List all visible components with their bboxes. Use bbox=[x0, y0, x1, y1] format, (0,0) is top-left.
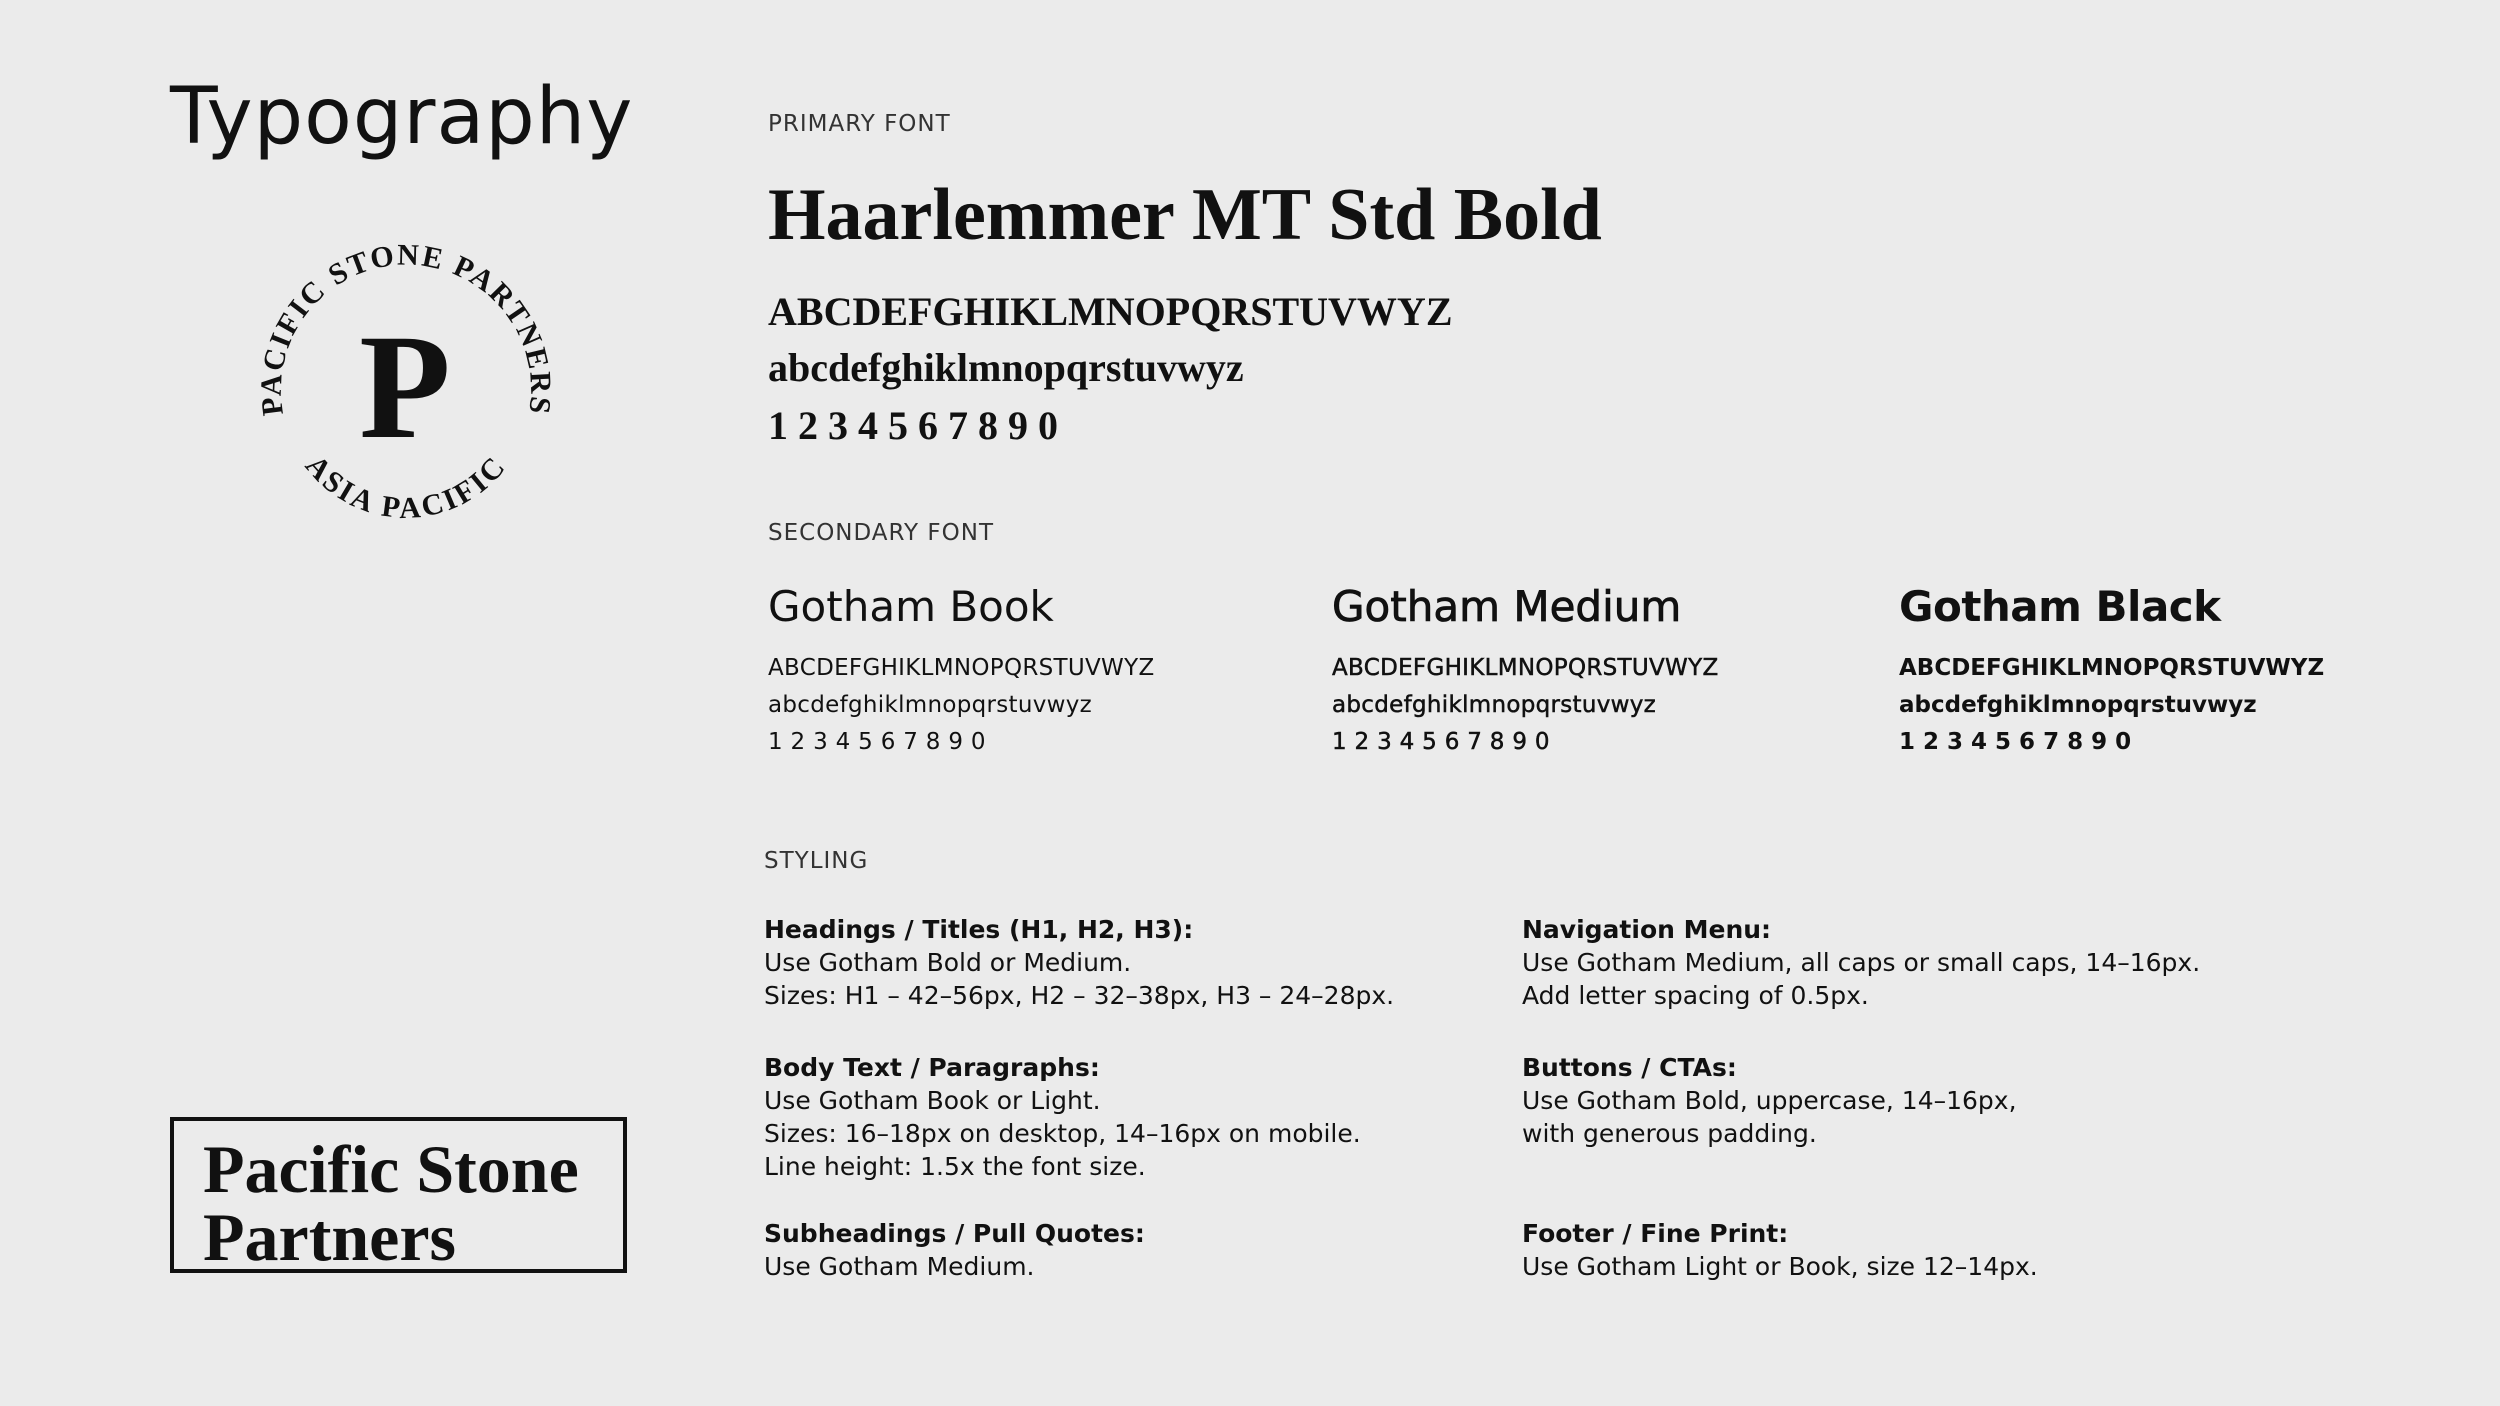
rule-heading: Body Text / Paragraphs: bbox=[764, 1053, 1100, 1082]
rule-heading: Footer / Fine Print: bbox=[1522, 1219, 1789, 1248]
lowercase-sample: abcdefghiklmnopqrstuvwyz bbox=[1332, 692, 1657, 718]
page-title: Typography bbox=[170, 72, 634, 162]
rule-line: Sizes: H1 – 42–56px, H2 – 32–38px, H3 – 24–28px. bbox=[764, 981, 1395, 1010]
rule-line: Use Gotham Bold or Medium. bbox=[764, 948, 1132, 977]
font-name: Gotham Medium bbox=[1332, 582, 1682, 631]
style-rule-body-text bbox=[764, 1051, 1464, 1183]
primary-uppercase-sample: ABCDEFGHIKLMNOPQRSTUVWYZ bbox=[768, 289, 1453, 334]
style-rule-footer bbox=[1522, 1217, 2222, 1283]
rule-heading: Subheadings / Pull Quotes: bbox=[764, 1219, 1145, 1248]
style-rule-buttons bbox=[1522, 1051, 2222, 1150]
secondary-font-label: SECONDARY FONT bbox=[768, 520, 994, 546]
lowercase-sample: abcdefghiklmnopqrstuvwyz bbox=[768, 692, 1093, 718]
wordmark-logo bbox=[170, 1117, 627, 1273]
numbers-sample: 1 2 3 4 5 6 7 8 9 0 bbox=[1332, 729, 1550, 755]
wordmark-line-1: Pacific Stone bbox=[203, 1131, 579, 1207]
rule-heading: Buttons / CTAs: bbox=[1522, 1053, 1737, 1082]
rule-line: Sizes: 16–18px on desktop, 14–16px on mobile. bbox=[764, 1119, 1361, 1148]
rule-line: Use Gotham Book or Light. bbox=[764, 1086, 1101, 1115]
primary-font-label: PRIMARY FONT bbox=[768, 111, 951, 137]
uppercase-sample: ABCDEFGHIKLMNOPQRSTUVWYZ bbox=[1332, 655, 1719, 681]
rule-line: Use Gotham Medium. bbox=[764, 1252, 1035, 1281]
style-rule-navigation bbox=[1522, 913, 2222, 1012]
style-rule-subheadings bbox=[764, 1217, 1464, 1283]
lowercase-sample: abcdefghiklmnopqrstuvwyz bbox=[1899, 692, 2257, 718]
rule-line: with generous padding. bbox=[1522, 1119, 1817, 1148]
rule-line: Line height: 1.5x the font size. bbox=[764, 1152, 1146, 1181]
style-rule-headings bbox=[764, 913, 1464, 1012]
gotham-black-specimen bbox=[1899, 582, 2325, 761]
wordmark-line-2: Partners bbox=[203, 1199, 457, 1275]
numbers-sample: 1 2 3 4 5 6 7 8 9 0 bbox=[768, 729, 986, 755]
seal-letter: P bbox=[359, 304, 451, 470]
rule-line: Use Gotham Light or Book, size 12–14px. bbox=[1522, 1252, 2038, 1281]
primary-numbers-sample: 1 2 3 4 5 6 7 8 9 0 bbox=[768, 403, 1058, 448]
rule-line: Use Gotham Bold, uppercase, 14–16px, bbox=[1522, 1086, 2017, 1115]
font-name: Gotham Black bbox=[1899, 582, 2221, 631]
rule-heading: Navigation Menu: bbox=[1522, 915, 1772, 944]
seal-top-text: PACIFIC STONE PARTNERS bbox=[254, 238, 558, 418]
seal-bottom-text: ASIA PACIFIC bbox=[298, 448, 514, 526]
gotham-medium-specimen bbox=[1332, 582, 1719, 761]
rule-heading: Headings / Titles (H1, H2, H3): bbox=[764, 915, 1194, 944]
font-name: Gotham Book bbox=[768, 582, 1054, 631]
brand-seal-logo bbox=[250, 232, 560, 542]
primary-lowercase-sample: abcdefghiklmnopqrstuvwyz bbox=[768, 345, 1244, 390]
gotham-book-specimen bbox=[768, 582, 1155, 761]
numbers-sample: 1 2 3 4 5 6 7 8 9 0 bbox=[1899, 729, 2132, 755]
rule-line: Add letter spacing of 0.5px. bbox=[1522, 981, 1869, 1010]
uppercase-sample: ABCDEFGHIKLMNOPQRSTUVWYZ bbox=[768, 655, 1155, 681]
rule-line: Use Gotham Medium, all caps or small caps, 14–16px. bbox=[1522, 948, 2201, 977]
uppercase-sample: ABCDEFGHIKLMNOPQRSTUVWYZ bbox=[1899, 655, 2325, 681]
styling-label: STYLING bbox=[764, 848, 869, 874]
primary-font-name: Haarlemmer MT Std Bold bbox=[768, 174, 1602, 256]
